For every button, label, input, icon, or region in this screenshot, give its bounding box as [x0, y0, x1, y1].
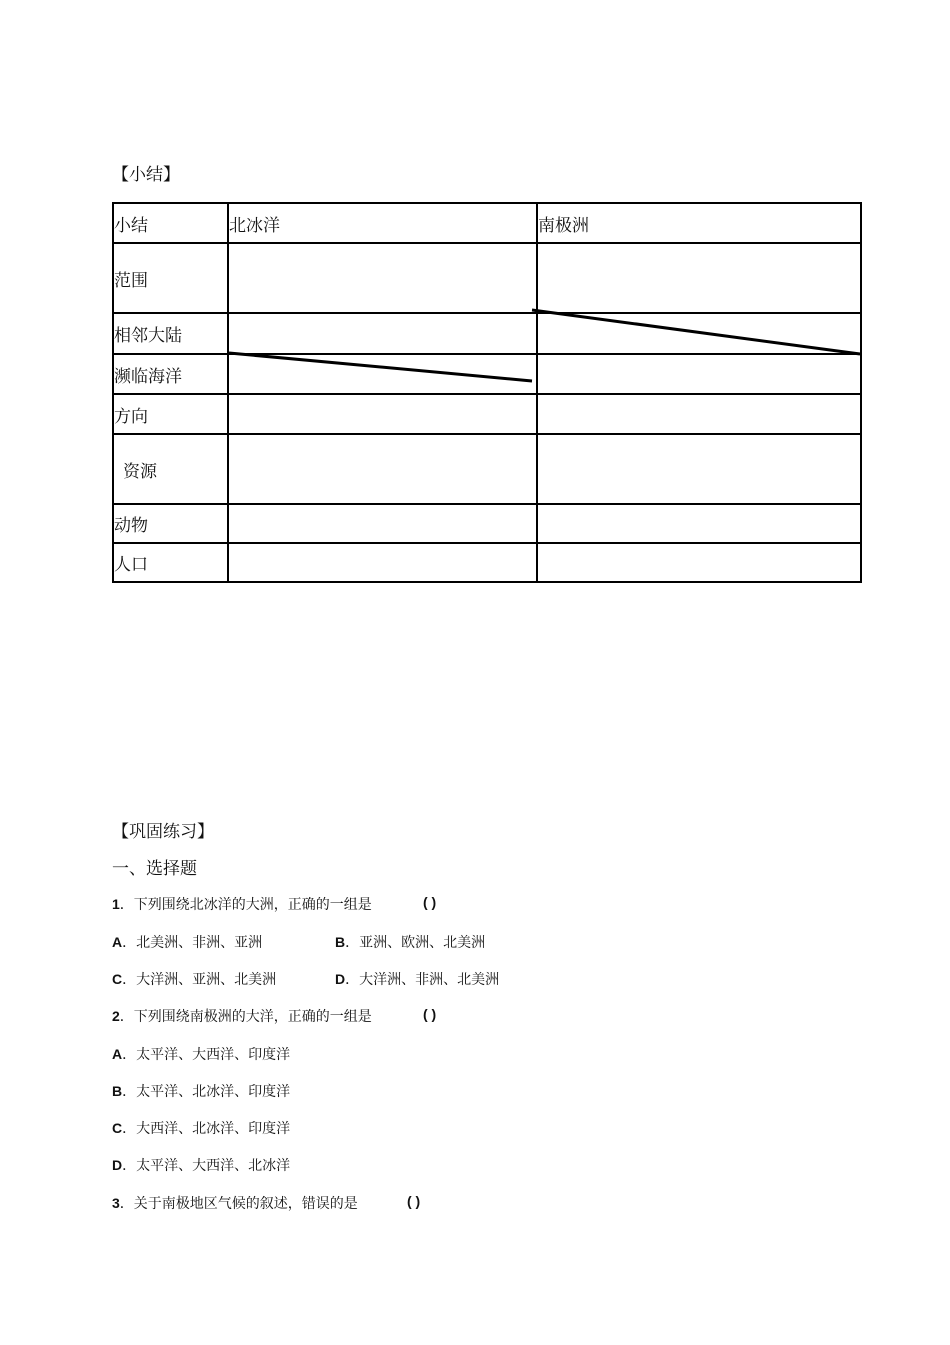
table-cell	[537, 354, 861, 394]
section-title: 一、选择题	[112, 859, 197, 879]
summary-heading: 【小结】	[112, 165, 180, 185]
table-row	[113, 313, 861, 354]
option-text: ．大洋洲、非洲、北美洲	[345, 972, 500, 988]
table-cell	[228, 313, 537, 354]
row-label: 范围	[113, 243, 228, 313]
table-row	[113, 243, 861, 313]
option-text: ．北美洲、非洲、亚洲	[122, 935, 263, 951]
table-row	[113, 504, 861, 543]
question-number: 2	[112, 1008, 120, 1024]
row-label: 资源	[113, 434, 228, 504]
table-header-cell: 北冰洋	[228, 203, 537, 243]
option-text: ．太平洋、北冰洋、印度洋	[122, 1084, 291, 1100]
option-2a[interactable]	[112, 1044, 290, 1064]
table-row	[113, 354, 861, 394]
option-letter: A	[112, 934, 123, 950]
table-cell	[228, 504, 537, 543]
row-label: 人口	[113, 543, 228, 582]
table-row	[113, 394, 861, 434]
option-2d[interactable]	[112, 1155, 290, 1175]
question-2	[112, 1006, 372, 1026]
table-cell	[228, 394, 537, 434]
option-text: ．大洋洲、亚洲、北美洲	[122, 972, 277, 988]
option-letter: A	[112, 1046, 123, 1062]
answer-parens: ( )	[423, 894, 437, 910]
option-letter: B	[335, 934, 346, 950]
row-label: 方向	[113, 394, 228, 434]
option-1a[interactable]	[112, 932, 262, 952]
question-number: 3	[112, 1195, 120, 1211]
table-header-row	[113, 203, 861, 243]
question-1	[112, 894, 372, 914]
table-cell	[537, 243, 861, 313]
option-letter: B	[112, 1083, 123, 1099]
summary-table	[112, 202, 862, 583]
option-letter: D	[335, 971, 346, 987]
question-number: 1	[112, 896, 120, 912]
question-3	[112, 1193, 358, 1213]
table-cell	[537, 504, 861, 543]
option-text: ．太平洋、大西洋、北冰洋	[122, 1158, 291, 1174]
option-2c[interactable]	[112, 1118, 290, 1138]
option-1b[interactable]	[335, 932, 485, 952]
table-cell	[537, 543, 861, 582]
table-row	[113, 434, 861, 504]
option-1d[interactable]	[335, 969, 499, 989]
table-row	[113, 543, 861, 582]
table-header-cell: 小结	[113, 203, 228, 243]
table-cell	[228, 434, 537, 504]
option-letter: C	[112, 971, 123, 987]
table-cell	[537, 434, 861, 504]
table-cell	[537, 394, 861, 434]
table-cell	[537, 313, 861, 354]
answer-parens: ( )	[423, 1006, 437, 1022]
option-text: ．大西洋、北冰洋、印度洋	[122, 1121, 291, 1137]
row-label: 相邻大陆	[113, 313, 228, 354]
question-stem: ．下列围绕北冰洋的大洲，正确的一组是	[119, 897, 372, 913]
option-1c[interactable]	[112, 969, 276, 989]
option-text: ．太平洋、大西洋、印度洋	[122, 1047, 291, 1063]
row-label: 动物	[113, 504, 228, 543]
table-header-cell: 南极洲	[537, 203, 861, 243]
option-letter: C	[112, 1120, 123, 1136]
option-2b[interactable]	[112, 1081, 290, 1101]
option-text: ．亚洲、欧洲、北美洲	[345, 935, 486, 951]
practice-heading: 【巩固练习】	[112, 822, 214, 842]
option-letter: D	[112, 1157, 123, 1173]
answer-parens: ( )	[407, 1193, 421, 1209]
question-stem: ．下列围绕南极洲的大洋，正确的一组是	[119, 1009, 372, 1025]
table-cell	[228, 543, 537, 582]
table-cell	[228, 243, 537, 313]
question-stem: ．关于南极地区气候的叙述，错误的是	[119, 1196, 358, 1212]
row-label: 濒临海洋	[113, 354, 228, 394]
table-cell	[228, 354, 537, 394]
